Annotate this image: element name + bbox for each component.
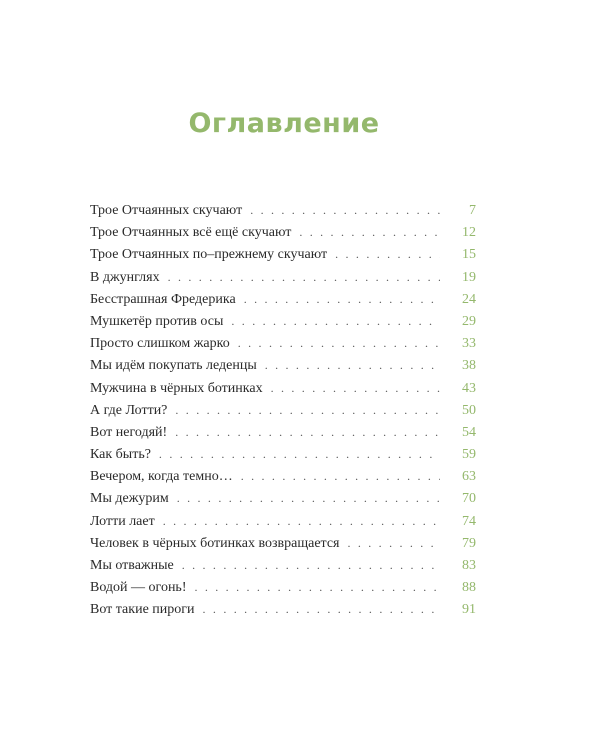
toc-entry-title: Водой — огонь! — [90, 580, 187, 596]
toc-dot-leader — [250, 203, 440, 218]
toc-dot-leader — [194, 580, 440, 595]
toc-entry-title: Бесстрашная Фредерика — [90, 291, 236, 307]
toc-entry[interactable] — [90, 270, 476, 292]
toc-entry[interactable] — [90, 292, 476, 314]
toc-entry[interactable] — [90, 491, 476, 513]
toc-entry-title: Вот такие пироги — [90, 602, 195, 618]
toc-dot-leader — [168, 270, 440, 285]
toc-page-number: 29 — [462, 313, 476, 329]
toc-entry-title: Вечером, когда темно… — [90, 469, 233, 485]
toc-entry-title: Мы дежурим — [90, 491, 169, 507]
toc-entry[interactable] — [90, 381, 476, 403]
toc-dot-leader — [244, 292, 440, 307]
toc-page-number: 50 — [462, 402, 476, 418]
toc-entry-title: Лотти лает — [90, 513, 155, 529]
toc-dot-leader — [271, 381, 440, 396]
toc-page-number: 33 — [462, 336, 476, 352]
toc-dot-leader — [347, 536, 440, 551]
toc-entry[interactable] — [90, 225, 476, 247]
toc-page-number: 7 — [469, 203, 476, 218]
toc-entry-title: Просто слишком жарко — [90, 336, 230, 352]
toc-page-number: 24 — [462, 291, 476, 307]
toc-page-number: 19 — [462, 269, 476, 285]
toc-dot-leader — [241, 469, 440, 484]
toc-entry-title: Мушкетёр против осы — [90, 313, 224, 329]
toc-dot-leader — [203, 602, 440, 617]
toc-page-number: 70 — [462, 491, 476, 507]
toc-entry[interactable] — [90, 314, 476, 336]
toc-entry[interactable] — [90, 580, 476, 602]
toc-page-number: 54 — [462, 424, 476, 440]
toc-page-number: 59 — [462, 447, 476, 463]
toc-page-number: 43 — [462, 380, 476, 396]
toc-entry-title: Вот негодяй! — [90, 424, 168, 440]
toc-dot-leader — [175, 425, 440, 440]
toc-entry-title: Трое Отчаянных всё ещё скучают — [90, 225, 292, 241]
toc-dot-leader — [299, 225, 440, 240]
toc-entry[interactable] — [90, 447, 476, 469]
toc-page-number: 74 — [462, 513, 476, 529]
toc-dot-leader — [163, 514, 440, 529]
toc-dot-leader — [238, 336, 440, 351]
toc-page-number: 79 — [462, 535, 476, 551]
page-title: Оглавление — [188, 108, 380, 139]
toc-dot-leader — [159, 447, 440, 462]
toc-entry-title: Мы отважные — [90, 558, 174, 573]
toc-entry[interactable] — [90, 469, 476, 491]
toc-dot-leader — [177, 491, 440, 506]
toc-entry[interactable] — [90, 403, 476, 425]
toc-entry-title: Мы идём покупать леденцы — [90, 358, 257, 374]
toc-entry[interactable] — [90, 514, 476, 536]
toc-dot-leader — [175, 403, 440, 418]
toc-dot-leader — [265, 358, 440, 373]
toc-entry-title: А где Лотти? — [90, 402, 168, 418]
toc-page-number: 12 — [462, 225, 476, 241]
toc-entry[interactable] — [90, 336, 476, 358]
toc-page-number: 83 — [462, 558, 476, 573]
toc-dot-leader — [335, 247, 440, 262]
toc-entry-title: Человек в чёрных ботинках возвращается — [90, 535, 340, 551]
toc-entry-title: Трое Отчаянных скучают — [90, 203, 243, 218]
toc-entry[interactable] — [90, 358, 476, 380]
toc-page-number: 91 — [462, 602, 476, 618]
toc-page-number: 15 — [462, 247, 476, 263]
toc-page-number: 88 — [462, 580, 476, 596]
toc-entry[interactable] — [90, 558, 476, 580]
toc-entry-title: В джунглях — [90, 269, 160, 285]
toc-dot-leader — [231, 314, 440, 329]
toc-entry-title: Трое Отчаянных по–прежнему скучают — [90, 247, 328, 263]
toc-page-number: 63 — [462, 469, 476, 485]
table-of-contents — [90, 203, 476, 625]
toc-entry[interactable] — [90, 536, 476, 558]
toc-entry[interactable] — [90, 203, 476, 225]
toc-entry[interactable] — [90, 247, 476, 269]
toc-entry-title: Как быть? — [90, 447, 151, 463]
toc-entry[interactable] — [90, 425, 476, 447]
toc-page-number: 38 — [462, 358, 476, 374]
toc-entry[interactable] — [90, 602, 476, 624]
toc-dot-leader — [182, 558, 440, 573]
toc-entry-title: Мужчина в чёрных ботинках — [90, 380, 263, 396]
